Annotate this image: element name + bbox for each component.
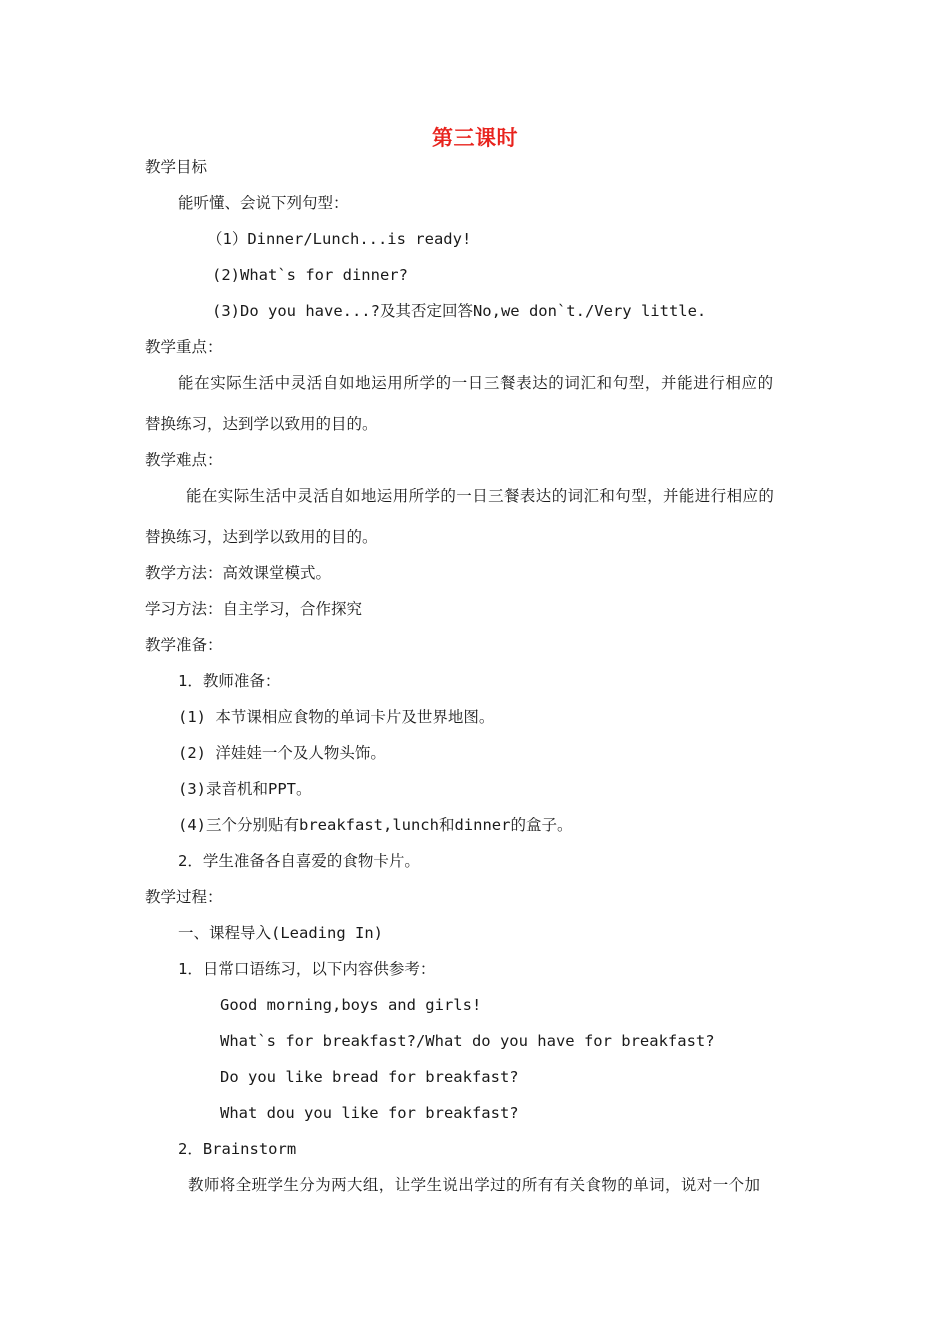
page-title: 第三课时 [432,126,518,150]
text-line: 能听懂、会说下列句型： [178,194,349,212]
text-line: 1．教师准备： [178,672,281,690]
text-line: 1．日常口语练习，以下内容供参考： [178,960,436,978]
text-line: 学习方法：自主学习，合作探究 [145,600,363,618]
text-line: 替换练习，达到学以致用的目的。 [145,528,378,546]
text-line: (2)What`s for dinner? [212,266,408,284]
text-line: (4)三个分别贴有breakfast,lunch和dinner的盒子。 [178,816,573,834]
text-line: 能在实际生活中灵活自如地运用所学的一日三餐表达的词汇和句型，并能进行相应的 [178,374,774,392]
heading-key-points: 教学重点： [145,338,223,356]
heading-process: 教学过程： [145,888,223,906]
text-line: 一、课程导入(Leading In) [178,924,383,942]
text-line: 教师将全班学生分为两大组，让学生说出学过的所有有关食物的单词，说对一个加 [188,1176,761,1194]
text-line: What dou you like for breakfast? [220,1104,519,1122]
heading-teaching-goals: 教学目标 [145,158,208,176]
heading-difficulties: 教学难点： [145,451,223,469]
text-line: (2) 洋娃娃一个及人物头饰。 [178,744,386,762]
text-line: 2．Brainstorm [178,1140,297,1158]
text-line: 能在实际生活中灵活自如地运用所学的一日三餐表达的词汇和句型，并能进行相应的 [186,487,775,505]
text-line: （1）Dinner/Lunch...is ready! [207,230,472,248]
text-line: Do you like bread for breakfast? [220,1068,519,1086]
text-line: Good morning,boys and girls! [220,996,482,1014]
heading-preparation: 教学准备： [145,636,223,654]
text-line: (3)Do you have...?及其否定回答No,we don`t./Very little. [212,302,707,320]
text-line: (3)录音机和PPT。 [178,780,312,798]
text-line: What`s for breakfast?/What do you have for breakfast? [220,1032,715,1050]
text-line: 教学方法：高效课堂模式。 [145,564,332,582]
text-line: 替换练习，达到学以致用的目的。 [145,415,378,433]
text-line: 2．学生准备各自喜爱的食物卡片。 [178,852,420,870]
text-line: (1) 本节课相应食物的单词卡片及世界地图。 [178,708,495,726]
